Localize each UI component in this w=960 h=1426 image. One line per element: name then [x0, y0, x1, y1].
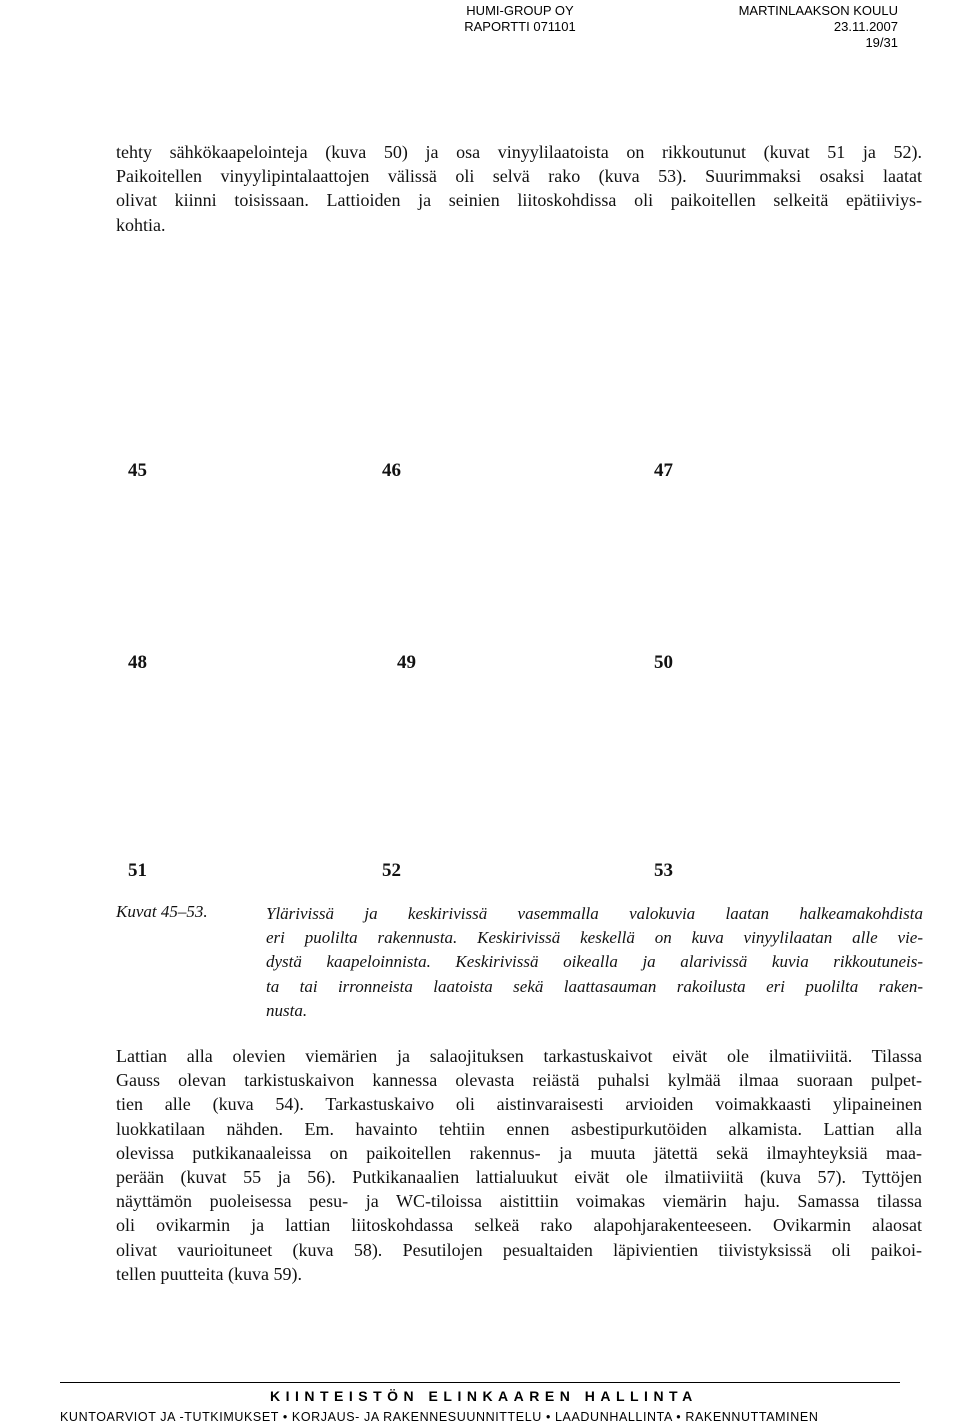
figure-number-51: 51: [128, 860, 147, 881]
caption-label: Kuvat 45–53.: [116, 902, 208, 921]
figure-number-49: 49: [397, 652, 416, 673]
caption-line: dystä kaapeloinnista. Keskirivissä oikealla ja alarivissä kuvia rikkoutuneis-: [266, 952, 923, 972]
figure-number-50: 50: [654, 652, 673, 673]
company-name: HUMI-GROUP OY: [466, 3, 574, 18]
report-date: 23.11.2007: [833, 19, 898, 34]
caption-line: ta tai irronneista laatoista sekä laattasauman rakoilusta eri puolilta raken-: [266, 976, 923, 996]
caption-line: Ylärivissä ja keskirivissä vasemmalla valokuvia laatan halkeamakohdista: [266, 904, 923, 923]
intro-paragraph: [116, 140, 922, 237]
text-line: tehty sähkökaapelointeja (kuva 50) ja osa vinyylilaatoista on rikkoutunut (kuvat 51 ja 52).: [116, 142, 922, 162]
text-line: olevissa putkikanaaleissa on paikoitellen rakennus- ja muuta jätettä sekä ilmayhteyksiä maa-: [116, 1142, 922, 1163]
body-paragraph: [116, 1044, 922, 1286]
text-line: oli ovikarmin ja lattian liitoskohdassa selkeä rako alapohjarakenteeseen. Ovikarmin alaosat: [116, 1215, 922, 1236]
header-right: [678, 3, 898, 51]
footer-divider: [60, 1382, 900, 1383]
caption-line: eri puolilta rakennusta. Keskirivissä keskellä on kuva vinyylilaatan alle vie-: [266, 928, 923, 948]
figure-number-53: 53: [654, 860, 673, 881]
text-line: tien alle (kuva 54). Tarkastuskaivo oli aistinvaraisesti arvioiden voimakkaasti ylipaineinen: [116, 1094, 922, 1115]
text-line: perään (kuvat 55 ja 56). Putkikanaalien lattialuukut eivät ole ilmatiiviitä (kuva 57). Tyttöjen: [116, 1166, 922, 1187]
figure-number-47: 47: [654, 460, 673, 481]
project-name: MARTINLAAKSON KOULU: [738, 3, 898, 18]
header-left: [455, 3, 585, 35]
text-line: Lattian alla olevien viemärien ja salaojituksen tarkastuskaivot eivät ole ilmatiiviitä. Tilassa: [116, 1046, 922, 1066]
footer-title: KIINTEISTÖN ELINKAAREN HALLINTA: [270, 1388, 698, 1404]
footer-subtitle: KUNTOARVIOT JA -TUTKIMUKSET • KORJAUS- JA RAKENNESUUNNITTELU • LAADUNHALLINTA • RAKENNUTTAMINEN: [60, 1410, 819, 1424]
figure-number-45: 45: [128, 460, 147, 481]
text-line: olivat kiinni toisissaan. Lattioiden ja seinien liitoskohdissa oli paikoitellen selkeitä epätiiviys-: [116, 190, 922, 211]
page-number: 19/31: [865, 35, 898, 50]
figure-number-46: 46: [382, 460, 401, 481]
text-line: tellen puutteita (kuva 59).: [116, 1263, 302, 1284]
text-line: luokkatilaan nähden. Em. havainto tehtiin ennen asbestipurkutöiden alkamista. Lattian alla: [116, 1118, 922, 1139]
caption-line: nusta.: [266, 1000, 308, 1020]
text-line: Gauss olevan tarkistuskaivon kannessa olevasta reiästä puhalsi kylmää ilmaa suoraan pulpet-: [116, 1070, 922, 1091]
figure-number-52: 52: [382, 860, 401, 881]
text-line: kohtia.: [116, 214, 166, 235]
figure-caption: [266, 902, 923, 1023]
text-line: olivat vaurioituneet (kuva 58). Pesutilojen pesualtaiden läpivientien tiivistyksissä oli paikoi-: [116, 1239, 922, 1260]
text-line: Paikoitellen vinyylipintalaattojen välissä oli selvä rako (kuva 53). Suurimmaksi osaksi laatat: [116, 166, 922, 187]
text-line: näyttämön puoleisessa pesu- ja WC-tiloissa aistittiin voimakas viemärin haju. Samassa tilassa: [116, 1191, 922, 1212]
figure-number-48: 48: [128, 652, 147, 673]
report-number: RAPORTTI 071101: [464, 19, 576, 34]
